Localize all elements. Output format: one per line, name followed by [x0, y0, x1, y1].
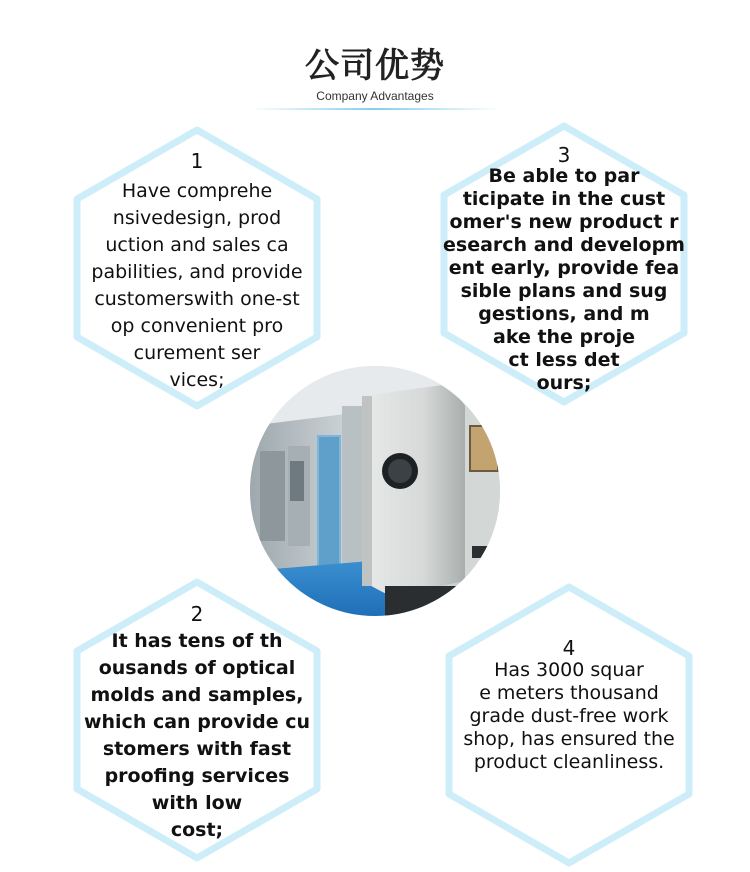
- advantage-number: 3: [557, 143, 571, 167]
- advantage-hexagon-4: [445, 583, 693, 867]
- advantage-hexagon-3: [440, 122, 688, 406]
- advantage-hexagon-2: [73, 578, 321, 862]
- advantage-text: Be able to par ticipate in the cust omer's new product r esearch and developm ent early, provide fea sible plans and sug gestions, and m ake the proje ct less det ours;: [443, 165, 685, 394]
- advantage-number: 4: [562, 636, 576, 660]
- page-subtitle: Company Advantages: [316, 89, 434, 103]
- title-underline: [250, 108, 500, 110]
- advantage-number: 1: [190, 149, 204, 173]
- advantage-number: 2: [190, 602, 204, 626]
- advantage-text: Have comprehe nsivedesign, prod uction and sales ca pabilities, and provide customerswith one-st op convenient pro curement ser vices;: [91, 180, 303, 391]
- advantage-text: It has tens of th ousands of optical molds and samples, which can provide cu stomers with fast proofing services with low cost;: [83, 630, 311, 841]
- page-title: 公司优势: [305, 46, 445, 86]
- advantage-text: Has 3000 squar e meters thousand grade dust-free work shop, has ensured the product cleanliness.: [463, 659, 675, 773]
- advantage-hexagon-1: [73, 126, 321, 410]
